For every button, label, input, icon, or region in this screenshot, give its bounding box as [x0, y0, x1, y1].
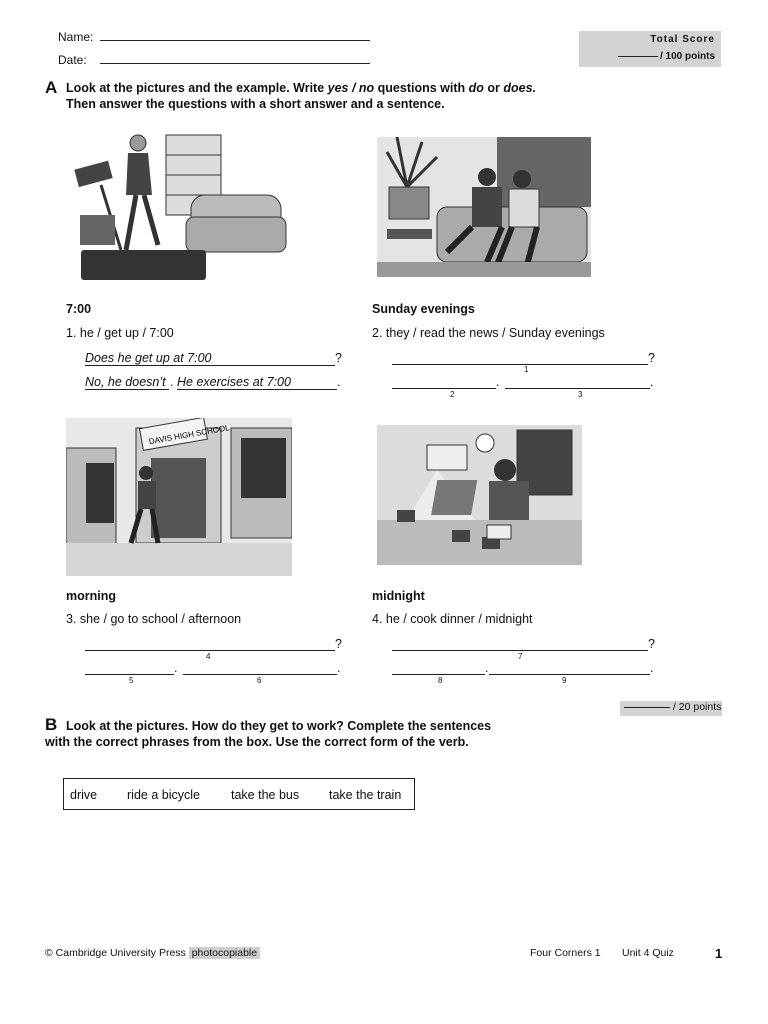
photocopiable-badge: photocopiable: [189, 947, 260, 959]
item-2-short-answer-blank[interactable]: [392, 388, 496, 389]
item-2-question-mark: ?: [648, 351, 655, 365]
total-score-box: [579, 31, 721, 67]
item-3-question-mark: ?: [335, 637, 342, 651]
picture-couple-sofa: [377, 137, 591, 277]
item-3-dot-1: .: [174, 661, 178, 675]
section-b-letter: B: [45, 715, 58, 734]
item-4-blank-number-9: 9: [562, 676, 567, 685]
section-a-score-blank[interactable]: [624, 707, 670, 708]
date-line[interactable]: [100, 63, 370, 64]
item-3-dot-2: .: [337, 661, 341, 675]
school-sign-text: DAVIS HIGH SCHOOL: [148, 423, 231, 447]
item-1-example-question: Does he get up at 7:00: [85, 351, 335, 366]
item-1-question-mark: ?: [335, 351, 342, 365]
item-3-blank-number-5: 5: [129, 676, 134, 685]
item-4-question-mark: ?: [648, 637, 655, 651]
item-1-prompt: 1. he / get up / 7:00: [66, 326, 174, 340]
item-2-question-blank[interactable]: [392, 364, 648, 365]
footer-copyright: © Cambridge University Press photocopiable: [45, 947, 260, 959]
footer-unit: Unit 4 Quiz: [622, 947, 674, 959]
item-4-sentence-blank[interactable]: [489, 674, 650, 675]
phrase-take-the-train: take the train: [329, 788, 402, 802]
name-label: Name:: [58, 30, 94, 44]
item-4-prompt: 4. he / cook dinner / midnight: [372, 612, 533, 626]
name-line[interactable]: [100, 40, 370, 41]
section-b-instruction-1: Look at the pictures. How do they get to work? Complete the sentences: [66, 719, 492, 733]
item-4-dot-2: .: [650, 661, 654, 675]
item-2-dot-1: .: [496, 375, 500, 389]
total-score-blank[interactable]: [618, 56, 658, 57]
item-2-blank-number-3: 3: [578, 390, 583, 399]
copyright-icon: ©: [45, 947, 53, 959]
total-score-label: Total Score: [650, 34, 715, 45]
item-4-short-answer-blank[interactable]: [392, 674, 485, 675]
item-3-question-blank[interactable]: [85, 650, 335, 651]
item-4-dot-1: .: [485, 661, 489, 675]
picture-girl-school: [66, 418, 292, 576]
date-label: Date:: [58, 53, 87, 67]
section-a-instruction: Look at the pictures and the example. Write yes / no questions with do or does. Then answer the questions with a short answer and a sentence.: [66, 81, 537, 111]
section-a-letter: A: [45, 78, 58, 97]
item-4-question-blank[interactable]: [392, 650, 648, 651]
phrase-ride-a-bicycle: ride a bicycle: [127, 788, 200, 802]
phrase-drive: drive: [70, 788, 98, 802]
phrase-box: [63, 778, 415, 810]
phrase-take-the-bus: take the bus: [231, 788, 300, 802]
item-3-heading: morning: [66, 589, 116, 603]
item-3-prompt: 3. she / go to school / afternoon: [66, 612, 242, 626]
item-3-sentence-blank[interactable]: [183, 674, 337, 675]
item-4-blank-number-7: 7: [518, 652, 523, 661]
item-2-heading: Sunday evenings: [372, 302, 475, 316]
item-2-blank-number-2: 2: [450, 390, 455, 399]
item-3-short-answer-blank[interactable]: [85, 674, 174, 675]
item-4-heading: midnight: [372, 589, 425, 603]
item-2-dot-2: .: [650, 375, 654, 389]
page-number: 1: [715, 946, 723, 961]
item-2-prompt: 2. they / read the news / Sunday evenings: [372, 326, 605, 340]
footer-book: Four Corners 1: [530, 947, 601, 959]
item-1-example-short: No, he doesn’t: [85, 375, 169, 390]
picture-man-treadmill: [66, 125, 296, 287]
picture-man-laptop: [377, 425, 582, 565]
item-2-sentence-blank[interactable]: [505, 388, 650, 389]
item-3-blank-number-6: 6: [257, 676, 262, 685]
section-b-instruction-2: with the correct phrases from the box. Use the correct form of the verb.: [45, 735, 469, 749]
section-a-points-box: / 20 points: [620, 701, 722, 716]
item-3-blank-number-4: 4: [206, 652, 211, 661]
item-1-dot-1: .: [170, 375, 174, 389]
item-1-example-sentence: He exercises at 7:00: [177, 375, 337, 390]
item-1-dot-2: .: [337, 375, 341, 389]
item-2-blank-number-1: 1: [524, 365, 529, 374]
item-1-heading: 7:00: [66, 302, 92, 316]
total-points: / 100 points: [618, 51, 715, 62]
item-4-blank-number-8: 8: [438, 676, 443, 685]
